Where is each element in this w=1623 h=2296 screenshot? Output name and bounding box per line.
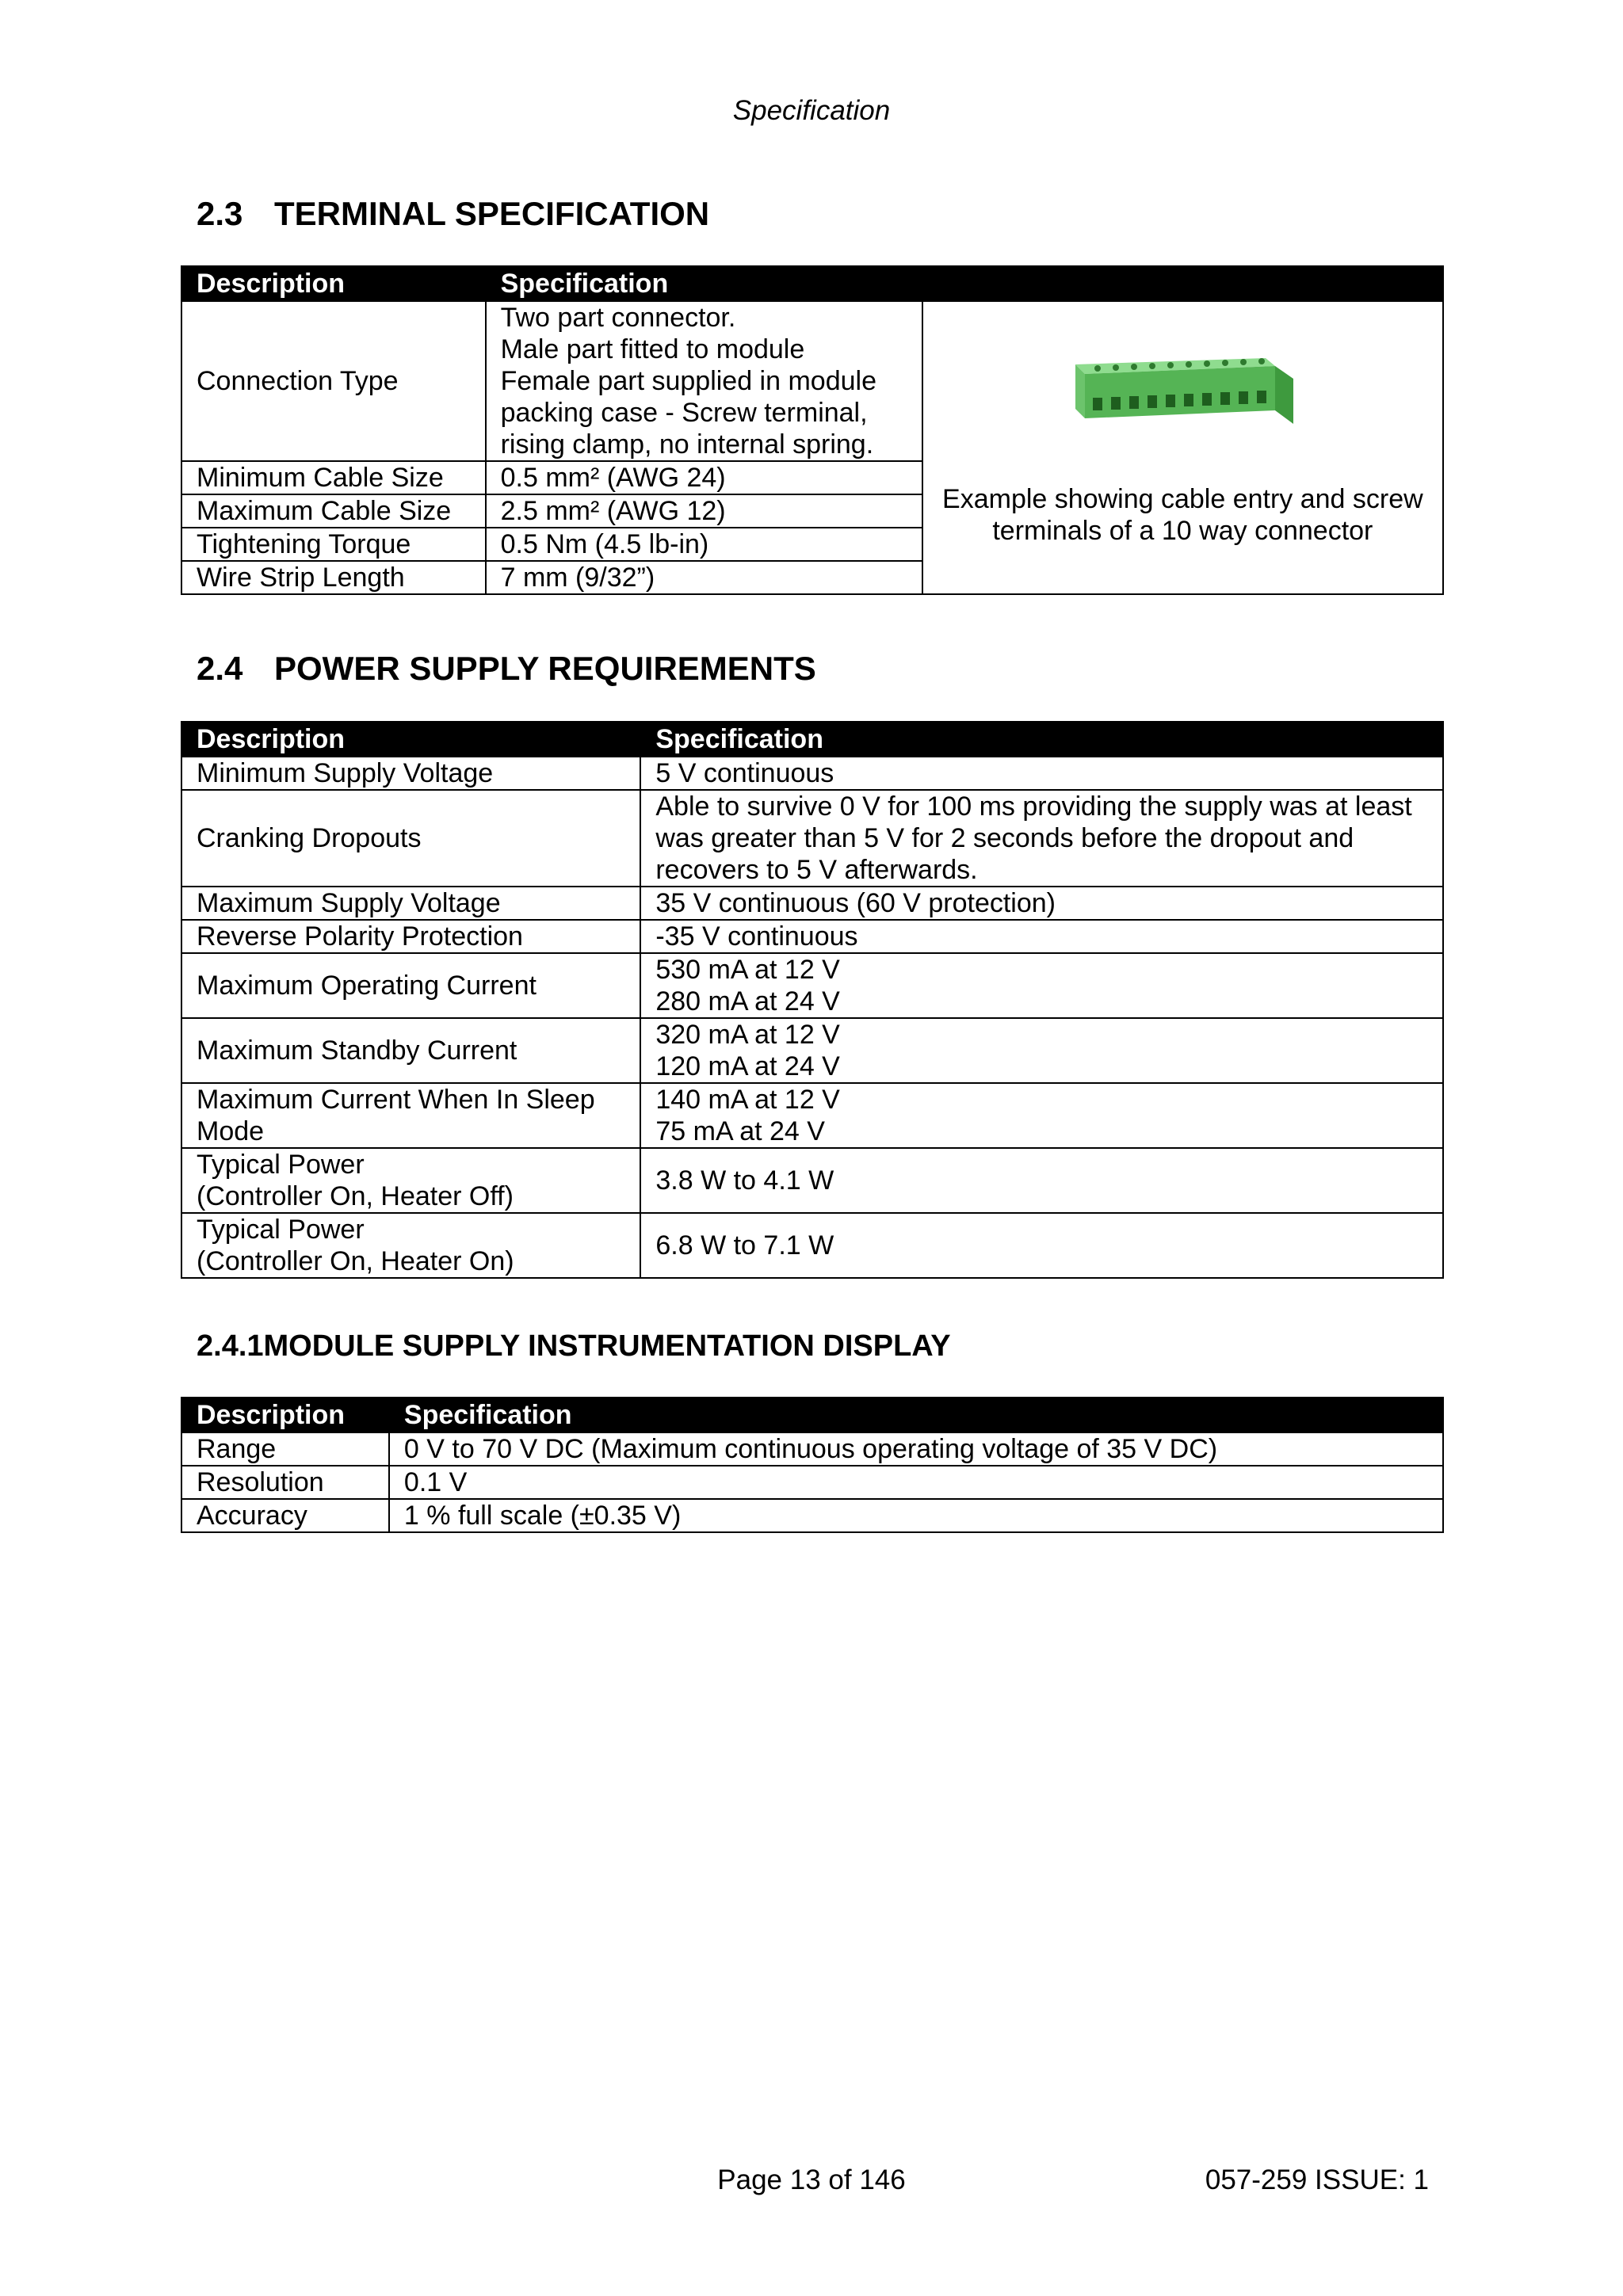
row-specification: -35 V continuous (640, 920, 1443, 953)
column-header-description: Description (181, 722, 640, 757)
terminal-connector-image (1067, 349, 1297, 436)
row-specification (640, 1083, 1443, 1148)
row-description (181, 1213, 640, 1278)
row-specification: 2.5 mm² (AWG 12) (486, 494, 922, 528)
row-specification: 0.5 Nm (4.5 lb-in) (486, 528, 922, 561)
row-description: Tightening Torque (181, 528, 486, 561)
spec-line: 120 mA at 24 V (655, 1051, 840, 1081)
table-header-row (181, 266, 1443, 301)
column-header-specification: Specification (640, 722, 1443, 757)
row-specification: 3.8 W to 4.1 W (640, 1148, 1443, 1213)
spec-line: 75 mA at 24 V (655, 1116, 825, 1146)
power-supply-table (181, 721, 1444, 1279)
spec-line: was greater than 5 V for 2 seconds before the dropout and (655, 823, 1354, 853)
section-title: POWER SUPPLY REQUIREMENTS (274, 650, 816, 687)
page-number: Page 13 of 146 (717, 2164, 906, 2195)
row-description: Cranking Dropouts (181, 790, 640, 887)
table-header-row (181, 1398, 1443, 1432)
desc-line: Typical Power (197, 1150, 365, 1180)
table-row (181, 790, 1443, 887)
row-description: Maximum Supply Voltage (181, 887, 640, 920)
row-specification: 1 % full scale (±0.35 V) (389, 1499, 1443, 1532)
row-description: Range (181, 1432, 389, 1466)
table-row (181, 1432, 1443, 1466)
row-specification (640, 1018, 1443, 1083)
column-header-specification: Specification (389, 1398, 1443, 1432)
connector-image-cell (922, 301, 1443, 594)
table-row (181, 1213, 1443, 1278)
row-specification: 0 V to 70 V DC (Maximum continuous operating voltage of 35 V DC) (389, 1432, 1443, 1466)
section-title: MODULE SUPPLY INSTRUMENTATION DISPLAY (263, 1329, 951, 1363)
section-number: 2.4.1 (197, 1329, 264, 1363)
document-issue: 057-259 ISSUE: 1 (1205, 2164, 1429, 2195)
row-specification: 0.5 mm² (AWG 24) (486, 461, 922, 494)
row-specification: 6.8 W to 7.1 W (640, 1213, 1443, 1278)
column-header-description: Description (181, 1398, 389, 1432)
terminal-spec-table (181, 265, 1444, 595)
spec-line: rising clamp, no internal spring. (500, 429, 874, 460)
spec-line: 140 mA at 12 V (655, 1085, 840, 1115)
section-heading-terminal (197, 195, 709, 233)
row-description: Connection Type (181, 301, 486, 461)
instrumentation-table (181, 1397, 1444, 1533)
row-description: Minimum Cable Size (181, 461, 486, 494)
table-row (181, 1466, 1443, 1499)
spec-line: 320 mA at 12 V (655, 1020, 840, 1050)
section-title: TERMINAL SPECIFICATION (274, 195, 710, 232)
table-row (181, 1148, 1443, 1213)
row-description: Maximum Standby Current (181, 1018, 640, 1083)
section-number: 2.4 (197, 650, 243, 687)
table-row (181, 920, 1443, 953)
row-description: Wire Strip Length (181, 561, 486, 594)
row-specification: 35 V continuous (60 V protection) (640, 887, 1443, 920)
spec-line: 280 mA at 24 V (655, 986, 840, 1016)
table-row (181, 1499, 1443, 1532)
row-description: Reverse Polarity Protection (181, 920, 640, 953)
row-description (181, 1148, 640, 1213)
page-header: Specification (732, 95, 891, 126)
row-specification: 5 V continuous (640, 757, 1443, 790)
desc-line: (Controller On, Heater On) (197, 1246, 514, 1276)
table-header-row (181, 722, 1443, 757)
section-number: 2.3 (197, 195, 243, 232)
column-header-description: Description (181, 266, 486, 301)
image-caption-line: Example showing cable entry and screw (942, 484, 1423, 514)
desc-line: Mode (197, 1116, 265, 1146)
spec-line: Two part connector. (500, 303, 736, 333)
row-specification (486, 301, 922, 461)
desc-line: Maximum Current When In Sleep (197, 1085, 595, 1115)
table-row (181, 953, 1443, 1018)
row-description: Maximum Operating Current (181, 953, 640, 1018)
table-row (181, 1018, 1443, 1083)
table-row (181, 1083, 1443, 1148)
section-heading-power (197, 650, 816, 688)
row-description: Resolution (181, 1466, 389, 1499)
table-row (181, 887, 1443, 920)
column-header-specification: Specification (486, 266, 1443, 301)
spec-line: Female part supplied in module (500, 366, 876, 396)
row-description (181, 1083, 640, 1148)
table-row (181, 757, 1443, 790)
desc-line: Typical Power (197, 1215, 365, 1245)
row-specification (640, 953, 1443, 1018)
spec-line: 530 mA at 12 V (655, 955, 840, 985)
desc-line: (Controller On, Heater Off) (197, 1181, 514, 1211)
row-description: Maximum Cable Size (181, 494, 486, 528)
row-specification: 0.1 V (389, 1466, 1443, 1499)
spec-line: packing case - Screw terminal, (500, 398, 868, 428)
spec-line: Male part fitted to module (500, 334, 805, 364)
image-caption-line: terminals of a 10 way connector (992, 516, 1373, 546)
spec-line: recovers to 5 V afterwards. (655, 855, 978, 885)
spec-line: Able to survive 0 V for 100 ms providing the supply was at least (655, 791, 1412, 822)
row-specification (640, 790, 1443, 887)
row-specification: 7 mm (9/32”) (486, 561, 922, 594)
row-description: Accuracy (181, 1499, 389, 1532)
table-row (181, 301, 1443, 461)
row-description: Minimum Supply Voltage (181, 757, 640, 790)
section-heading-instrumentation (197, 1329, 951, 1363)
